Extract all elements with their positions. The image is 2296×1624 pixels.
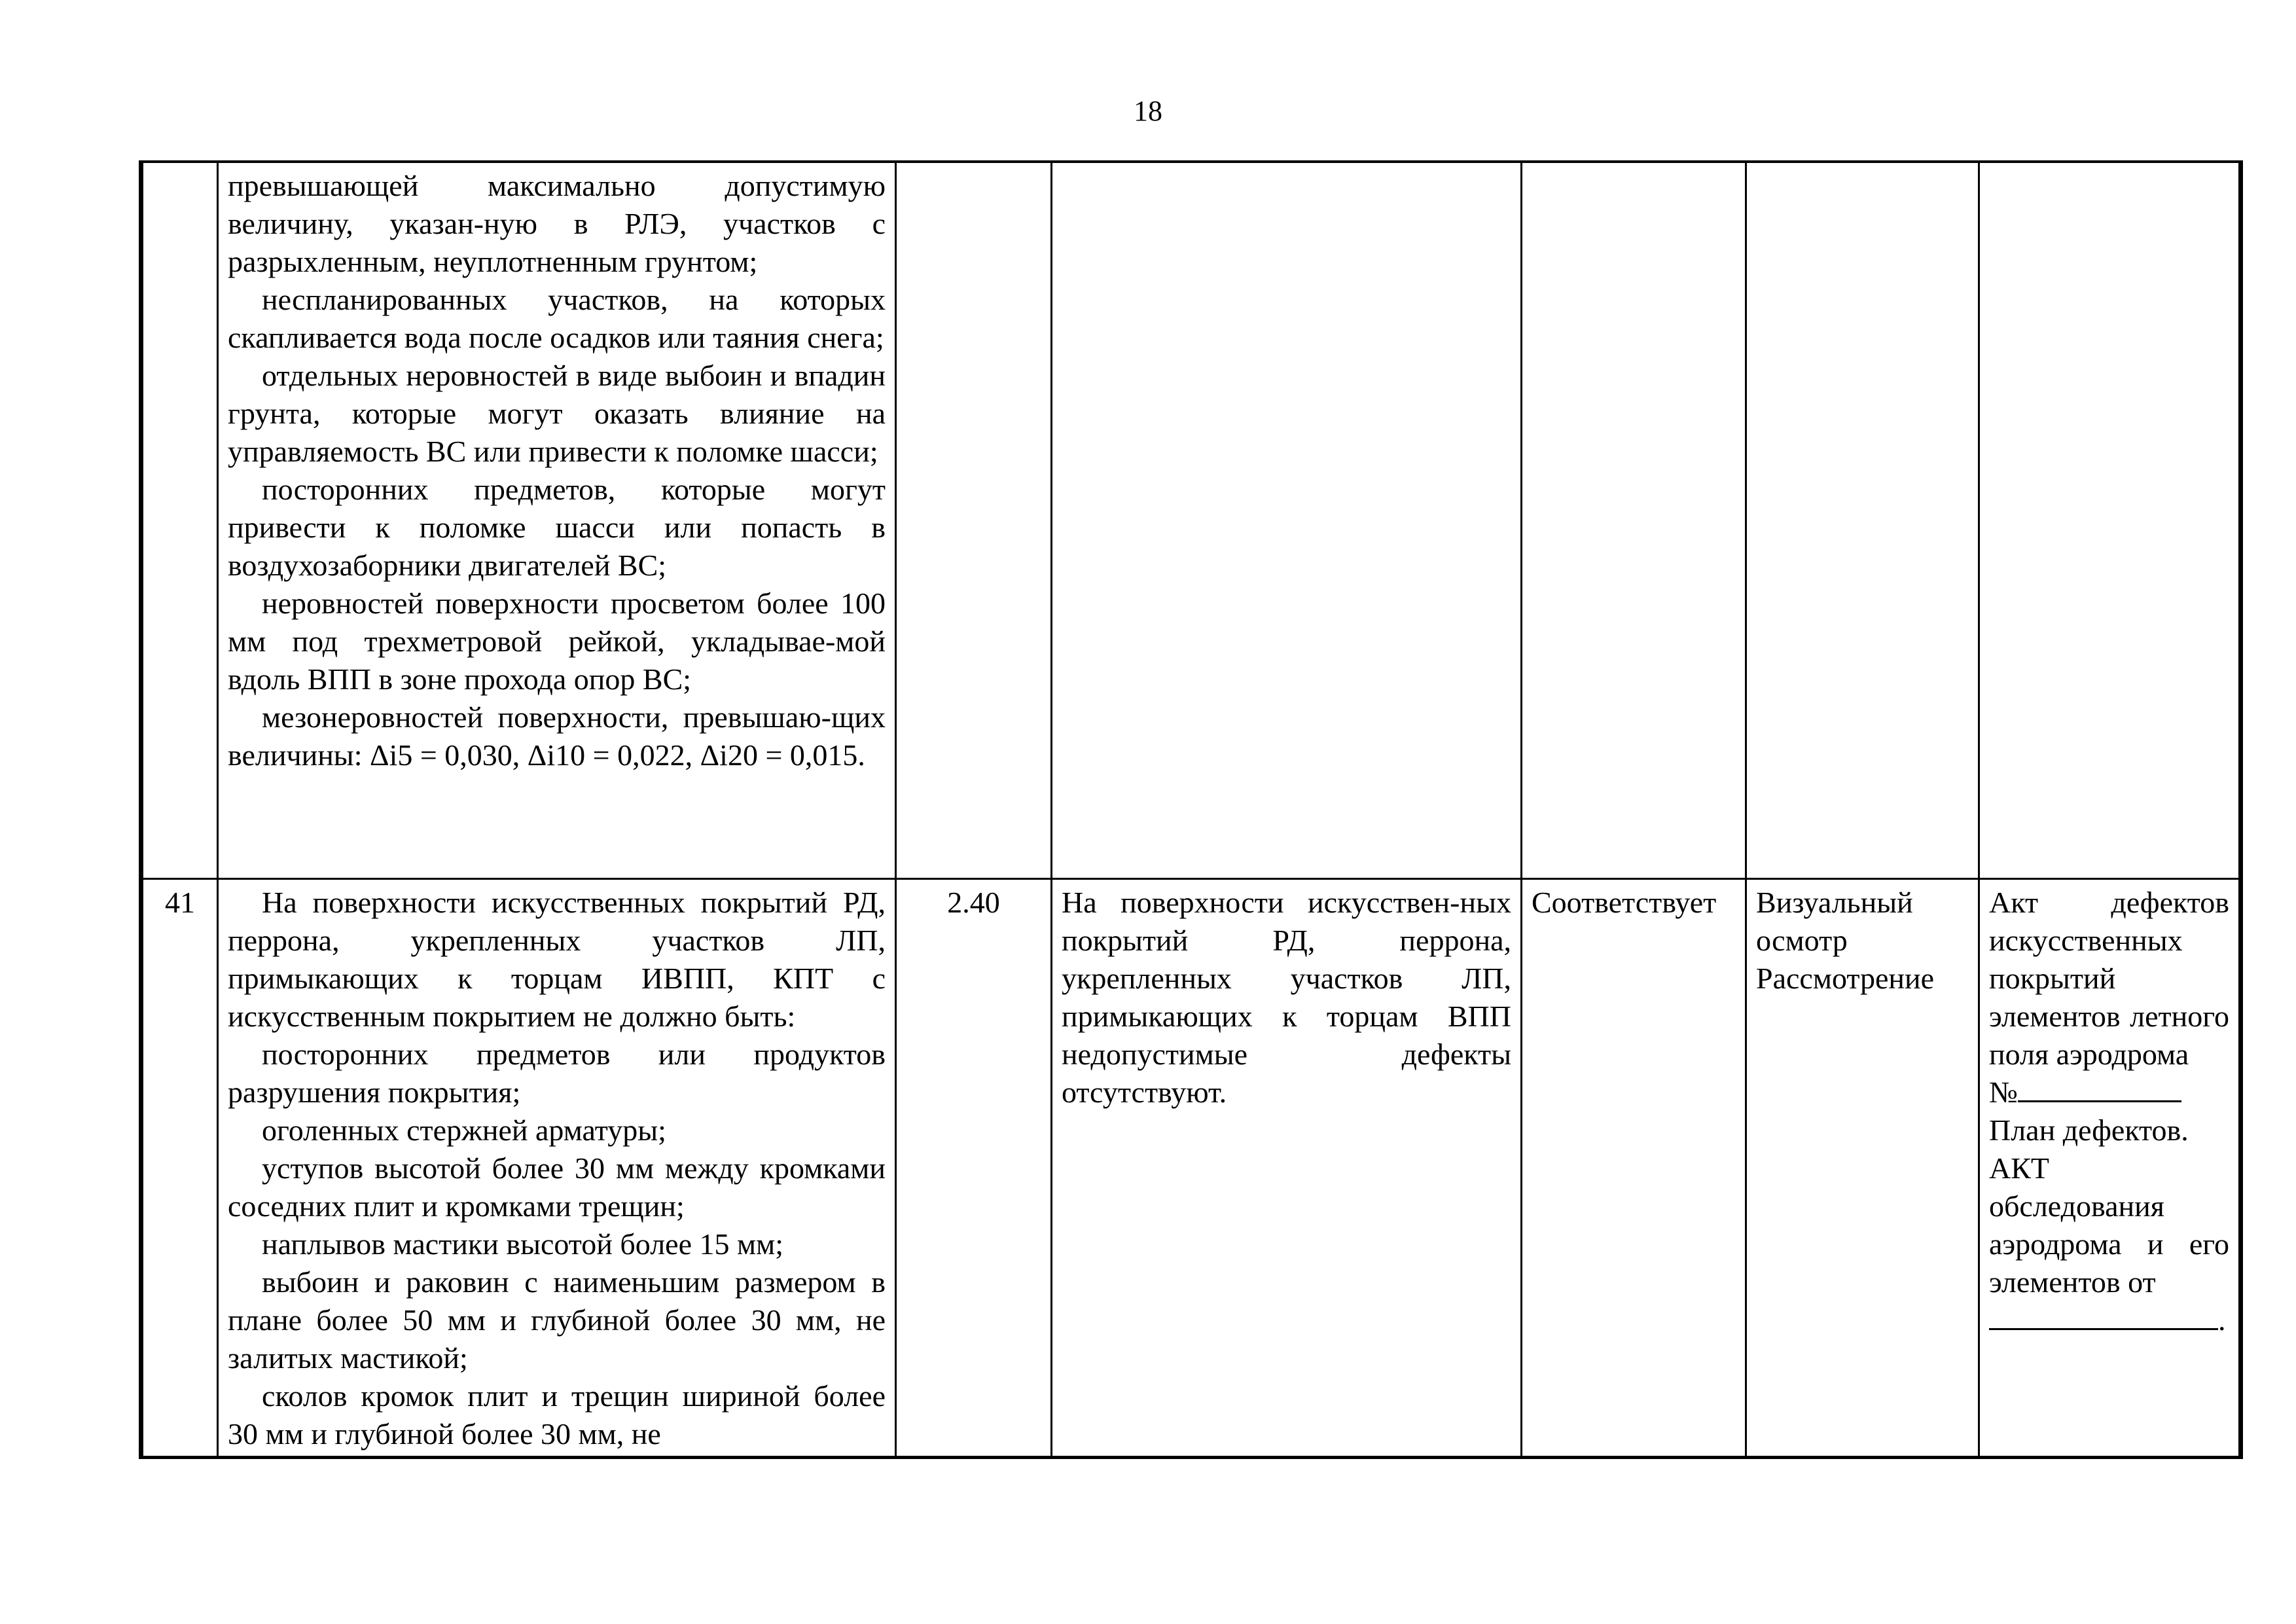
requirement-paragraph: посторонних предметов или продуктов разрушения покрытия;: [228, 1037, 886, 1109]
page-number: 18: [1134, 95, 1162, 127]
requirement-paragraph: посторонних предметов, которые могут привести к поломке шасси или попасть в воздухозаборники двигателей ВС;: [228, 473, 886, 582]
method-cell: [1746, 162, 1979, 878]
actual-state-cell: На поверхности искусствен-ных покрытий РД, перрона, укрепленных участков ЛП, примыкающих к торцам ВПП недопустимые дефекты отсутствуют.: [1052, 878, 1522, 1457]
requirement-paragraph: На поверхности искусственных покрытий РД, перрона, укрепленных участков ЛП, примыкающих к торцам ИВПП, КПТ с искусственным покрытием не должно быть:: [228, 885, 886, 1033]
requirement-paragraph: неспланированных участков, на которых скапливается вода после осадков или таяния снега;: [228, 283, 886, 354]
row-number-cell: [141, 162, 218, 878]
conformity-table: [139, 160, 2243, 1459]
act-date-line: [1989, 1301, 2229, 1339]
requirement-paragraph: оголенных стержней арматуры;: [262, 1113, 666, 1147]
requirement-paragraph: мезонеровностей поверхности, превышаю-щих величины: Δi5 = 0,030, Δi10 = 0,022, Δi20 = 0,015.: [228, 700, 886, 772]
table-row-continuation: [141, 162, 2241, 878]
requirement-cell: [218, 878, 896, 1457]
act-defects-text: Акт дефектов искусственных покрытий элементов летного поля аэродрома: [1989, 885, 2229, 1071]
act-date-blank: [1989, 1328, 2218, 1330]
act-survey-text: АКТ обследования аэродрома и его элементов от: [1989, 1151, 2229, 1299]
number-sign: №: [1989, 1075, 2018, 1109]
act-date-end: .: [2218, 1303, 2226, 1337]
requirement-cell: [218, 162, 896, 878]
act-number-line: [1989, 1074, 2229, 1111]
act-number-blank: [2018, 1100, 2181, 1102]
requirement-paragraph: неровностей поверхности просветом более 100 мм под трехметровой рейкой, укладывае-мой вдоль ВПП в зоне прохода опор ВС;: [228, 586, 886, 696]
requirement-paragraph: уступов высотой более 30 мм между кромками соседних плит и кромками трещин;: [228, 1151, 886, 1223]
clause-cell: [896, 162, 1052, 878]
method-line: осмотр: [1756, 923, 1848, 957]
documents-cell: [1979, 162, 2241, 878]
documents-cell: [1979, 878, 2241, 1457]
conformity-cell: [1522, 162, 1746, 878]
plan-defects-text: План дефектов.: [1989, 1113, 2189, 1147]
method-cell: [1746, 878, 1979, 1457]
requirement-paragraph: отдельных неровностей в виде выбоин и впадин грунта, которые могут оказать влияние на управляемость ВС или привести к поломке шасси;: [228, 359, 886, 468]
actual-state-cell: [1052, 162, 1522, 878]
row-number-cell: 41: [141, 878, 218, 1457]
method-line: Рассмотрение: [1756, 961, 1935, 995]
conformity-cell: Соответствует: [1522, 878, 1746, 1457]
requirement-paragraph: сколов кромок плит и трещин шириной более 30 мм и глубиной более 30 мм, не: [228, 1379, 886, 1451]
method-line: Визуальный: [1756, 885, 1913, 919]
table-row-41: [141, 878, 2241, 1457]
requirement-paragraph: наплывов мастики высотой более 15 мм;: [262, 1227, 783, 1261]
clause-cell: 2.40: [896, 878, 1052, 1457]
requirement-paragraph: превышающей максимально допустимую величину, указан-ную в РЛЭ, участков с разрыхленным, неуплотненным грунтом;: [228, 169, 886, 278]
requirement-paragraph: выбоин и раковин с наименьшим размером в плане более 50 мм и глубиной более 30 мм, не залитых мастикой;: [228, 1265, 886, 1375]
